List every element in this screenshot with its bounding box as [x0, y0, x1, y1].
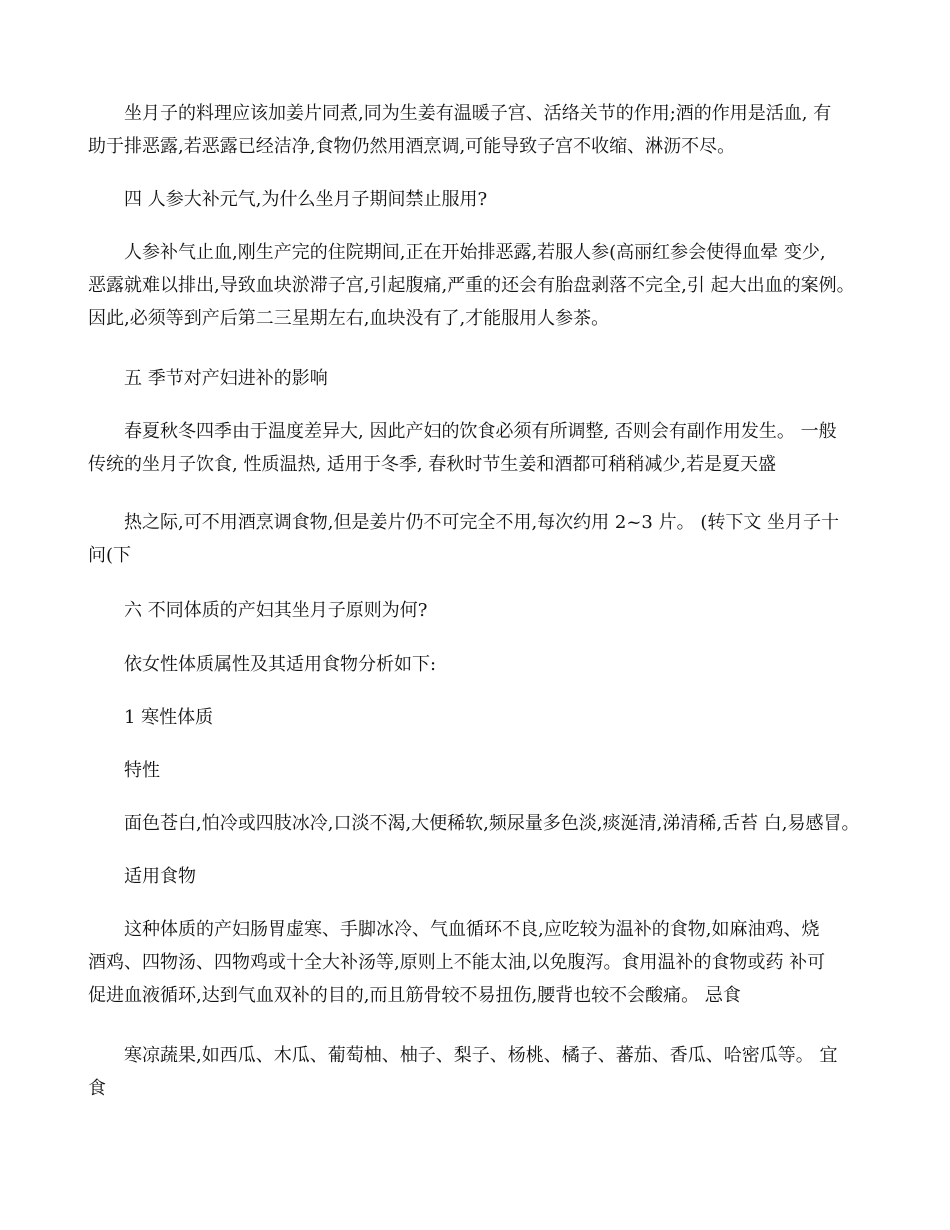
- text-line: 促进血液循环,达到气血双补的目的,而且筋骨较不易扭伤,腰背也较不会酸痛。 忌食: [88, 985, 741, 1006]
- text-line: 坐月子的料理应该加姜片同煮,同为生姜有温暖子宫、活络关节的作用;酒的作用是活血, 有: [88, 103, 832, 124]
- text-line: 1 寒性体质: [88, 707, 214, 728]
- text-line: 食: [88, 1078, 106, 1099]
- text-line: 人参补气止血,刚生产完的住院期间,正在开始排恶露,若服人参(高丽红参会使得血晕 变少,: [88, 242, 826, 263]
- text-line: 春夏秋冬四季由于温度差异大, 因此产妇的饮食必须有所调整, 否则会有副作用发生。 一般: [88, 421, 837, 442]
- heading-constitution: [88, 594, 868, 627]
- text-line: 适用食物: [88, 866, 196, 887]
- text-line: 五 季节对产妇进补的影响: [88, 368, 328, 389]
- text-line: 这种体质的产妇肠胃虚寒、手脚冰冷、气血循环不良,应吃较为温补的食物,如麻油鸡、烧: [88, 919, 820, 940]
- text-line: 依女性体质属性及其适用食物分析如下:: [88, 654, 437, 675]
- paragraph-summer: [88, 506, 868, 572]
- text-line: 六 不同体质的产妇其坐月子原则为何?: [88, 600, 428, 621]
- heading-ginseng: [88, 183, 868, 216]
- text-line: 因此,必须等到产后第二三星期左右,血块没有了,才能服用人参茶。: [88, 308, 610, 329]
- text-line: 问(下: [88, 545, 132, 566]
- text-line: 面色苍白,怕冷或四肢冰冷,口淡不渴,大便稀软,频尿量多色淡,痰涎清,涕清稀,舌苔 白,易感冒。: [88, 813, 860, 834]
- label-characteristics: [88, 754, 868, 787]
- paragraph-intro: [88, 648, 868, 681]
- text-line: 四 人参大补元气,为什么坐月子期间禁止服用?: [88, 189, 488, 210]
- paragraph-ginger-wine: [88, 97, 868, 163]
- text-line: 传统的坐月子饮食, 性质温热, 适用于冬季, 春秋时节生姜和酒都可稍稍减少,若是夏天盛: [88, 454, 777, 475]
- paragraph-suitable-foods: [88, 913, 868, 1012]
- text-line: 恶露就难以排出,导致血块淤滞子宫,引起腹痛,严重的还会有胎盘剥落不完全,引 起大出血的案例。: [88, 275, 855, 296]
- text-line: 特性: [88, 760, 160, 781]
- text-line: 酒鸡、四物汤、四物鸡或十全大补汤等,原则上不能太油,以免腹泻。食用温补的食物或药 补可: [88, 952, 826, 973]
- paragraph-seasons: [88, 415, 868, 481]
- heading-seasons: [88, 362, 868, 395]
- subheading-cold-type: [88, 701, 868, 734]
- paragraph-characteristics: [88, 807, 868, 840]
- paragraph-ginseng: [88, 236, 868, 335]
- text-line: 寒凉蔬果,如西瓜、木瓜、葡萄柚、柚子、梨子、杨桃、橘子、蕃茄、香瓜、哈密瓜等。 宜: [88, 1045, 838, 1066]
- label-suitable-foods: [88, 860, 868, 893]
- text-line: 助于排恶露,若恶露已经洁净,食物仍然用酒烹调,可能导致子宫不收缩、淋沥不尽。: [88, 136, 736, 157]
- text-line: 热之际,可不用酒烹调食物,但是姜片仍不可完全不用,每次约用 2~3 片。 (转下文 坐月子十: [88, 512, 840, 533]
- paragraph-avoid-foods: [88, 1039, 868, 1105]
